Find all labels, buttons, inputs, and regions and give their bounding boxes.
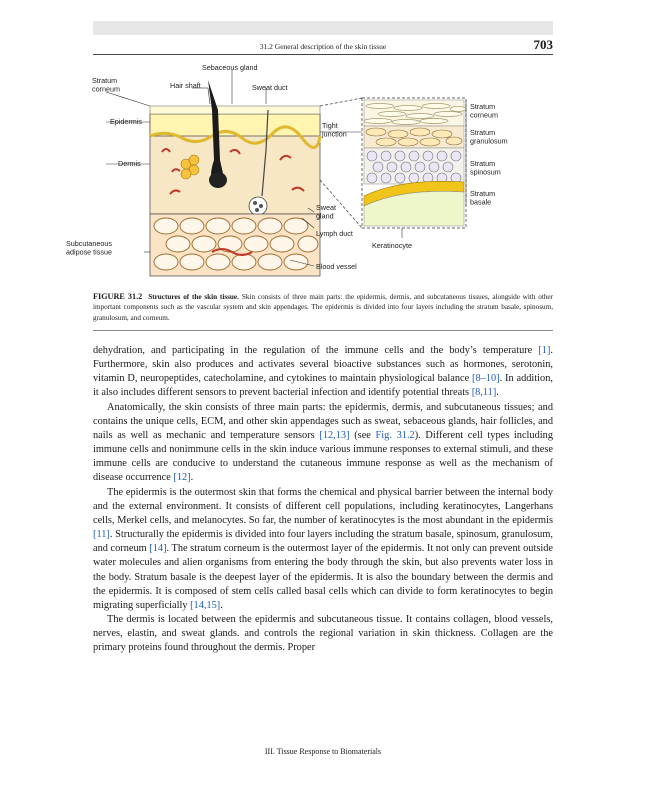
paragraph-text: Anatomically, the skin consists of three main parts: the epidermis, dermis, and subcutaneous tissues; and contains the unique cells, ECM, and other skin appendages such as sweat, sebaceous glands, hair follicles, and nails as well as mechanic and temperature sensors bbox=[93, 401, 553, 441]
running-head: 31.2 General description of the skin tissue bbox=[259, 42, 387, 51]
caption-figure-number: FIGURE 31.2 bbox=[93, 292, 143, 301]
citation-link[interactable]: [8–10] bbox=[472, 373, 500, 385]
label-lymph-duct: Lymph duct bbox=[316, 229, 353, 238]
label-stratum-granulosum: Stratum granulosum bbox=[470, 128, 508, 146]
page-footer: III. Tissue Response to Biomaterials bbox=[264, 747, 382, 756]
label-epidermis: Epidermis bbox=[110, 117, 142, 126]
paragraph-text: . bbox=[496, 387, 499, 399]
citation-link[interactable]: [11] bbox=[93, 529, 110, 541]
label-tight-junction: Tight junction bbox=[322, 121, 347, 139]
paragraph-text: (see bbox=[349, 429, 376, 441]
label-stratum-corneum: Stratum corneum bbox=[92, 76, 120, 94]
citation-link[interactable]: [12,13] bbox=[319, 429, 350, 441]
paragraph bbox=[93, 613, 553, 655]
paragraph-text: . Furthermore, skin also produces and activates several bioactive substances such as hormones, serotonin, vitamin D, neuropeptides, catecholamine, and cytokines to maintain physiological balance bbox=[93, 345, 553, 385]
paragraph bbox=[93, 486, 553, 613]
paragraph-text: ). Different cell types including immune cells and nonimmune cells in the skin induce various immune responses to external stimuli, and these immune cells are conducive to understand the cutaneous immune response as well as the mechanism of disease occurrence bbox=[93, 429, 553, 484]
label-blood-vessel: Blood vessel bbox=[316, 262, 357, 271]
citation-link[interactable]: [1] bbox=[538, 345, 551, 356]
label-dermis: Dermis bbox=[118, 159, 141, 168]
label-stratum-spinosum: Stratum spinosum bbox=[470, 159, 501, 177]
paragraph-text: dehydration, and participating in the regulation of the immune cells and the body’s temperature bbox=[93, 345, 539, 356]
paragraph bbox=[93, 401, 553, 486]
label-subcutaneous: Subcutaneous adipose tissue bbox=[66, 239, 112, 257]
skin-structure-figure bbox=[62, 60, 582, 286]
citation-link[interactable]: [8,11] bbox=[471, 387, 497, 399]
paragraph-text: . Structurally the epidermis is divided into four layers including the stratum basale, spinosum, granulosum, and corneum bbox=[93, 529, 553, 555]
zoom-line-top bbox=[320, 98, 362, 106]
caption-title: Structures of the skin tissue. bbox=[148, 293, 239, 301]
label-hair-shaft: Hair shaft bbox=[170, 81, 201, 90]
paragraph-text: The dermis is located between the epidermis and subcutaneous tissue. It contains collagen, blood vessels, nerves, elastin, and sweat glands. and controls the regional variation in skin thickness. Collagen are the primary proteins found throughout the dermis. Proper bbox=[93, 613, 553, 654]
top-gray-bar bbox=[93, 21, 553, 35]
figure-caption bbox=[93, 292, 553, 331]
page-number: 703 bbox=[533, 37, 553, 52]
label-sweat-duct: Sweat duct bbox=[252, 83, 288, 92]
citation-link[interactable]: [12] bbox=[173, 472, 191, 484]
paragraph-text: . In addition, it also includes different sensors to prevent bacterial infection and identify potential threats bbox=[93, 373, 553, 399]
label-stratum-corneum-right: Stratum corneum bbox=[470, 102, 498, 120]
paragraph-text: . bbox=[190, 472, 194, 484]
citation-link[interactable]: Fig. 31.2 bbox=[375, 429, 415, 441]
paragraph bbox=[93, 344, 553, 401]
paragraph-text: The epidermis is the outermost skin that forms the chemical and physical barrier between the internal body and the external environment. It consists of different cell populations, including keratinocytes, Langerhans cells, Merkel cells, and melanocytes. So far, the number of keratinocytes is the most abundant in the epidermis bbox=[93, 486, 553, 526]
label-sweat-gland: Sweat gland bbox=[316, 203, 336, 221]
citation-link[interactable]: [14,15] bbox=[190, 599, 221, 611]
paragraph-text: . The stratum corneum is the outermost layer of the epidermis. It not only can prevent outside water molecules and alien organisms from entering the body through the skin, but also prevents water loss in the body. Stratum basale is the deepest layer of the epidermis. It is also the boundary between the dermis and the epidermis. It is composed of stem cells called basal cells which can divide to form keratinocytes to begin migrating superficially bbox=[93, 543, 553, 611]
skin-diagram bbox=[62, 60, 582, 286]
page-header bbox=[93, 38, 553, 55]
label-stratum-basale: Stratum basale bbox=[470, 189, 496, 207]
hair-bulb bbox=[209, 172, 227, 188]
body-text bbox=[93, 344, 553, 655]
paragraph-text: . bbox=[220, 599, 223, 611]
caption-text: Skin consists of three main parts: the epidermis, dermis, and subcutaneous tissues, alongside with other important components such as the vascular system and skin appendages. The epidermis is divided into four layers including the stratum basale, spinosum, granulosum, and corneum. bbox=[93, 293, 553, 322]
label-sebaceous-gland: Sebaceous gland bbox=[202, 63, 258, 72]
citation-link[interactable]: [14] bbox=[149, 543, 167, 555]
stratum-corneum-layer bbox=[150, 106, 320, 114]
label-keratinocyte: Keratinocyte bbox=[372, 241, 412, 250]
